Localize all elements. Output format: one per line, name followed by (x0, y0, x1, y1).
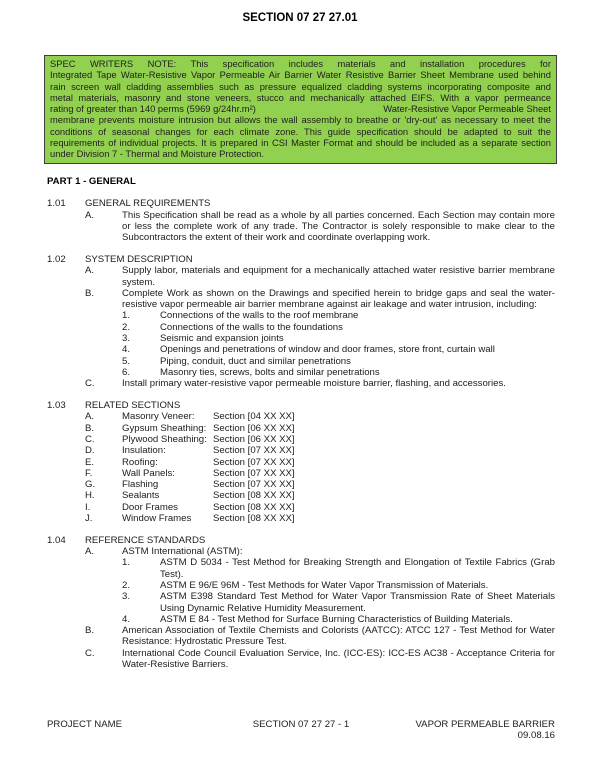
section-title: SECTION 07 27 27.01 (242, 12, 358, 24)
note-line-left: rating of greater than 140 perms (5969 g/24hr.m²) (50, 103, 256, 115)
note-line (50, 103, 551, 114)
note-line: rain screen wall cladding assemblies such as pressure equalized cladding systems incorporating composite and (50, 80, 551, 92)
clause-letter: H. (85, 490, 95, 502)
subclause-number: 1. (122, 310, 131, 322)
clause-letter: C. (85, 647, 95, 659)
related-section-label: Flashing (122, 479, 159, 491)
footer-doc-title: VAPOR PERMEABLE BARRIER (415, 719, 555, 730)
note-line: under Division 7 - Thermal and Moisture Protection. (50, 148, 264, 160)
related-section-ref: Section [06 XX XX] (213, 422, 295, 434)
clause-letter: E. (85, 456, 95, 468)
subclause-number: 1. (122, 557, 131, 569)
clause-row (47, 648, 555, 671)
related-section-ref: Section [07 XX XX] (213, 445, 295, 457)
subclause-text: ASTM E 96/E 96M - Test Methods for Water Vapor Transmission of Materials. (160, 580, 489, 591)
related-section-ref: Section [08 XX XX] (213, 501, 295, 513)
subclause-row (47, 580, 555, 591)
subclause-row (47, 591, 555, 614)
note-line: requirements of individual projects. It is prepared in CSI Master Format and should be included as a separate section (50, 137, 551, 149)
footer-date: 09.08.16 (517, 730, 555, 742)
article-title: RELATED SECTIONS (85, 400, 181, 412)
note-line: metal materials, masonry and stone veneers, stucco and mechanically attached EIFS. With a vapor permeance (50, 91, 551, 103)
clause-letter: J. (85, 513, 93, 525)
clause-letter: A. (85, 546, 95, 558)
document-body (47, 176, 555, 681)
clause-text: ASTM International (ASTM): (122, 546, 243, 558)
related-section-ref: Section [07 XX XX] (213, 467, 295, 479)
related-section-label: Insulation: (122, 445, 166, 457)
subclause-row (47, 367, 555, 378)
clause-letter: D. (85, 445, 95, 457)
article-number: 1.02 (47, 253, 66, 265)
article-number: 1.03 (47, 400, 66, 412)
related-section-ref: Section [07 XX XX] (213, 479, 295, 491)
clause-letter: B. (85, 422, 95, 434)
clause-letter: A. (85, 265, 95, 277)
related-section-ref: Section [04 XX XX] (213, 411, 295, 423)
article-1-01 (47, 198, 555, 243)
related-section-row (47, 479, 555, 490)
related-section-label: Door Frames (122, 501, 178, 513)
related-section-row (47, 434, 555, 445)
article-number: 1.04 (47, 534, 66, 546)
note-line: membrane prevents moisture intrusion but allows the wall assembly to breathe or 'dry-out' as necessary to meet the (50, 114, 551, 126)
subclause-number: 4. (122, 613, 131, 625)
subclause-text: Piping, conduit, duct and similar penetrations (160, 355, 351, 367)
related-section-label: Sealants (122, 490, 160, 502)
related-section-label: Window Frames (122, 513, 192, 525)
subclause-number: 2. (122, 580, 131, 591)
clause-letter: B. (85, 625, 95, 637)
clause-letter: A. (85, 209, 95, 221)
related-section-label: Gypsum Sheathing: (122, 422, 207, 434)
article-number: 1.01 (47, 198, 66, 210)
subclause-row (47, 344, 555, 355)
subclause-text: Seismic and expansion joints (160, 333, 284, 345)
clause-text: International Code Council Evaluation Service, Inc. (ICC-ES): ICC-ES AC38 - Acceptance Criteria for Water-Resistive Barriers. (122, 647, 555, 671)
related-section-row (47, 513, 555, 524)
related-section-row (47, 468, 555, 479)
subclause-text: ASTM E398 Standard Test Method for Water Vapor Transmission Rate of Sheet Materials Using Dynamic Relative Humidity Measurement. (160, 591, 555, 614)
clause-letter: C. (85, 433, 95, 445)
note-line: conditions of seasonal changes for each climate zone. This guide specification should be adapted to suit the (50, 125, 551, 137)
page-footer (47, 719, 555, 742)
subclause-number: 3. (122, 333, 131, 345)
clause-text: This Specification shall be read as a whole by all parties concerned. Each Section may contain more or less the complete work of any trade. The Contractor is solely responsible to make clear to the Subcontractors the extent of their work and coordinate overlapping work. (122, 209, 555, 244)
clause-text: Supply labor, materials and equipment for a mechanically attached water resistive barrier membrane system. (122, 265, 555, 288)
note-line-right: Water-Resistive Vapor Permeable Sheet (383, 103, 551, 115)
related-section-label: Roofing: (122, 456, 158, 468)
article-title: SYSTEM DESCRIPTION (85, 253, 193, 265)
related-section-ref: Section [08 XX XX] (213, 490, 295, 502)
related-section-row (47, 490, 555, 501)
subclause-text: ASTM D 5034 - Test Method for Breaking Strength and Elongation of Textile Fabrics (Grab Test). (160, 557, 555, 580)
footer-project-name: PROJECT NAME (47, 719, 122, 730)
note-line: Integrated Tape Water-Resistive Vapor Permeable Air Barrier Water Resistive Barrier Sheet Membrane used behind (50, 69, 551, 81)
clause-row (47, 546, 555, 557)
note-line: SPEC WRITERS NOTE: This specification includes materials and installation procedures for (50, 58, 551, 69)
related-section-row (47, 423, 555, 434)
subclause-row (47, 557, 555, 580)
related-section-ref: Section [08 XX XX] (213, 513, 295, 525)
article-title: GENERAL REQUIREMENTS (85, 198, 211, 210)
related-section-label: Plywood Sheathing: (122, 433, 207, 445)
clause-text: American Association of Textile Chemists and Colorists (AATCC): ATCC 127 - Test Method for Water Resistance: Hydrostatic Pressure Test. (122, 625, 555, 648)
clause-row (47, 378, 555, 389)
subclause-row (47, 310, 555, 321)
clause-letter: C. (85, 378, 95, 390)
clause-letter: B. (85, 287, 95, 299)
article-heading-row (47, 198, 555, 209)
clause-letter: I. (85, 501, 91, 513)
article-title: REFERENCE STANDARDS (85, 534, 206, 546)
clause-letter: A. (85, 411, 95, 423)
article-1-03 (47, 400, 555, 524)
part-heading: PART 1 - GENERAL (47, 176, 136, 187)
subclause-number: 5. (122, 355, 131, 367)
related-section-row (47, 502, 555, 513)
related-section-row (47, 457, 555, 468)
related-section-row (47, 411, 555, 422)
subclause-number: 6. (122, 366, 131, 378)
clause-row (47, 625, 555, 648)
subclause-number: 4. (122, 344, 131, 356)
related-section-label: Masonry Veneer: (122, 411, 195, 423)
article-heading-row (47, 254, 555, 265)
related-section-label: Wall Panels: (122, 467, 175, 479)
related-section-row (47, 445, 555, 456)
subclause-text: Connections of the walls to the foundations (160, 321, 343, 333)
clause-letter: G. (85, 479, 96, 491)
spec-writers-note (44, 55, 557, 164)
clause-text: Complete Work as shown on the Drawings and specified herein to bridge gaps and seal the water-resistive vapor permeable air barrier membrane against air leakage and water intrusion, including: (122, 287, 555, 311)
article-1-04 (47, 535, 555, 671)
subclause-row (47, 322, 555, 333)
article-heading-row (47, 400, 555, 411)
subclause-row (47, 614, 555, 625)
clause-text: Install primary water-resistive vapor permeable moisture barrier, flashing, and accessories. (122, 378, 506, 390)
article-heading-row (47, 535, 555, 546)
subclause-row (47, 356, 555, 367)
subclause-number: 2. (122, 321, 131, 333)
footer-section-page: SECTION 07 27 27 - 1 (252, 719, 350, 730)
related-section-ref: Section [07 XX XX] (213, 456, 295, 468)
subclause-number: 3. (122, 591, 131, 603)
subclause-text: Masonry ties, screws, bolts and similar penetrations (160, 366, 380, 378)
subclause-row (47, 333, 555, 344)
subclause-text: Connections of the walls to the roof membrane (160, 310, 359, 322)
subclause-text: Openings and penetrations of window and door frames, store front, curtain wall (160, 344, 495, 356)
clause-letter: F. (85, 467, 93, 479)
clause-row (47, 288, 555, 311)
clause-row (47, 210, 555, 244)
article-1-02 (47, 254, 555, 390)
subclause-text: ASTM E 84 - Test Method for Surface Burning Characteristics of Building Materials. (160, 613, 513, 625)
clause-row (47, 265, 555, 288)
related-section-ref: Section [06 XX XX] (213, 433, 295, 445)
